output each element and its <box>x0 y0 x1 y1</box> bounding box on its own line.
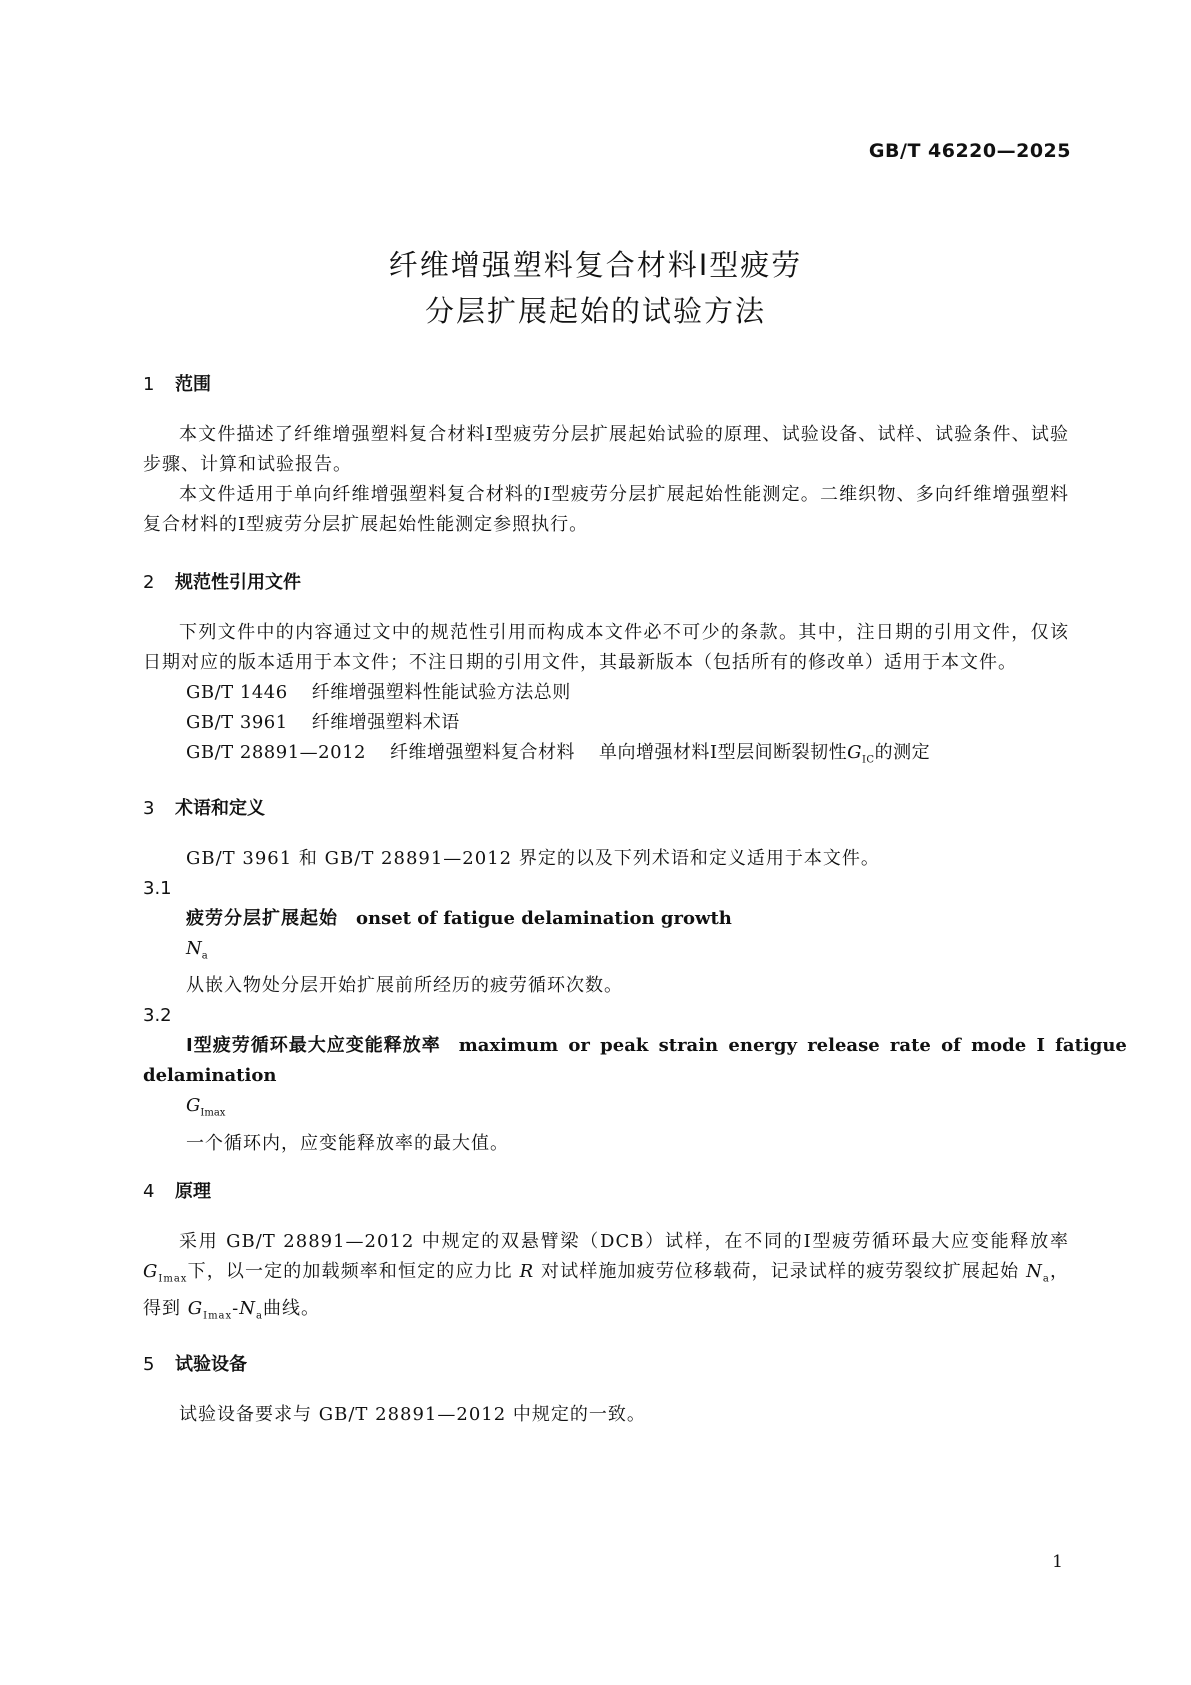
reference-code: GB/T 3961 <box>186 712 288 733</box>
symbol-subscript: Imax <box>200 1107 226 1119</box>
section-4-heading <box>143 1179 1069 1205</box>
terms-intro: GB/T 3961 和 GB/T 28891—2012 界定的以及下列术语和定义适用于本文件。 <box>186 847 880 869</box>
title-line-1: 纤维增强塑料复合材料Ⅰ型疲劳 <box>388 248 803 282</box>
symbol-subscript: a <box>1042 1273 1050 1285</box>
standard-code: GB/T 46220—2025 <box>868 140 1071 162</box>
title-line-2: 分层扩展起始的试验方法 <box>424 294 766 328</box>
symbol-subscript: Imax <box>203 1310 233 1322</box>
section-number: 5 <box>143 1353 155 1375</box>
term-definition: 从嵌入物处分层开始扩展前所经历的疲劳循环次数。 <box>186 975 623 997</box>
symbol-subscript: a <box>256 1310 263 1322</box>
term-name-zh: Ⅰ型疲劳循环最大应变能释放率 <box>186 1035 441 1057</box>
symbol-g: G <box>187 1298 204 1320</box>
reference-code: GB/T 1446 <box>186 682 288 703</box>
section-2-heading <box>143 570 1069 596</box>
equipment-paragraph: 试验设备要求与 GB/T 28891—2012 中规定的一致。 <box>179 1403 646 1425</box>
page-number: 1 <box>1052 1552 1063 1572</box>
reference-item <box>143 738 1069 776</box>
reference-title-tail: 的测定 <box>874 742 931 763</box>
section-title: 术语和定义 <box>175 797 265 819</box>
term-name <box>143 1031 1127 1061</box>
term-number: 3.1 <box>143 877 172 899</box>
principle-text: 下，以一定的加载频率和恒定的应力比 <box>187 1260 520 1282</box>
scope-paragraph-1: 本文件描述了纤维增强塑料复合材料Ⅰ型疲劳分层扩展起始试验的原理、试验设备、试样、试验条件、试验步骤、计算和试验报告。 <box>143 424 1069 475</box>
term-name-en: onset of fatigue delamination growth <box>356 907 732 929</box>
section-number: 4 <box>143 1180 155 1202</box>
section-number: 1 <box>143 374 155 395</box>
principle-text: 曲线。 <box>262 1298 320 1320</box>
symbol-n: N <box>1026 1260 1043 1282</box>
section-number: 3 <box>143 797 155 819</box>
principle-text: ，得到 <box>143 1260 1069 1320</box>
normative-paragraph: 下列文件中的内容通过文中的规范性引用而构成本文件必不可少的条款。其中，注日期的引用文件，仅该日期对应的版本适用于本文件；不注日期的引用文件，其最新版本（包括所有的修改单）适用于本文件。 <box>143 622 1069 673</box>
term-name-en-continued: delamination <box>143 1065 277 1087</box>
symbol-g: G <box>847 742 862 763</box>
section-title: 规范性引用文件 <box>175 572 301 593</box>
symbol-subscript: a <box>201 950 208 962</box>
term-number: 3.2 <box>143 1005 172 1027</box>
section-title: 范围 <box>175 374 211 395</box>
principle-paragraph <box>143 1227 1069 1332</box>
section-5-heading <box>143 1352 1069 1378</box>
term-name-en: maximum or peak strain energy release rate of mode Ⅰ fatigue <box>458 1035 1127 1057</box>
reference-title: 纤维增强塑料术语 <box>311 712 460 733</box>
term-definition: 一个循环内，应变能释放率的最大值。 <box>186 1132 509 1154</box>
scope-paragraph-2: 本文件适用于单向纤维增强塑料复合材料的Ⅰ型疲劳分层扩展起始性能测定。二维织物、多向纤维增强塑料复合材料的Ⅰ型疲劳分层扩展起始性能测定参照执行。 <box>143 484 1069 535</box>
symbol-g: G <box>186 1095 201 1117</box>
symbol-n: N <box>239 1298 257 1320</box>
document-body <box>143 372 1127 1430</box>
section-3-heading <box>143 796 1069 822</box>
symbol-r: R <box>519 1260 535 1282</box>
symbol-n: N <box>186 937 202 959</box>
section-title: 试验设备 <box>175 1353 247 1375</box>
term-symbol <box>143 934 1069 972</box>
reference-item <box>143 708 1069 738</box>
document-title <box>0 242 1191 334</box>
term-symbol <box>143 1091 1069 1129</box>
section-title: 原理 <box>175 1180 211 1202</box>
reference-code: GB/T 28891—2012 <box>186 742 366 763</box>
section-number: 2 <box>143 572 155 593</box>
symbol-subscript: Imax <box>158 1273 188 1285</box>
term-name-zh: 疲劳分层扩展起始 <box>186 907 338 929</box>
section-1-heading <box>143 372 1069 398</box>
reference-title: 纤维增强塑料性能试验方法总则 <box>311 682 571 703</box>
principle-text: 对试样施加疲劳位移载荷，记录试样的疲劳裂纹扩展起始 <box>534 1260 1027 1282</box>
reference-item <box>143 678 1069 708</box>
symbol-subscript: IC <box>861 754 875 766</box>
reference-title-part-a: 纤维增强塑料复合材料 <box>389 742 575 763</box>
symbol-dash: - <box>232 1298 240 1320</box>
term-name <box>143 904 1069 934</box>
principle-text: 采用 GB/T 28891—2012 中规定的双悬臂梁（DCB）试样，在不同的Ⅰ型疲劳循环最大应变能释放率 <box>179 1230 1069 1252</box>
reference-title-part-b: 单向增强材料Ⅰ型层间断裂韧性 <box>598 742 848 763</box>
symbol-g: G <box>143 1260 159 1282</box>
